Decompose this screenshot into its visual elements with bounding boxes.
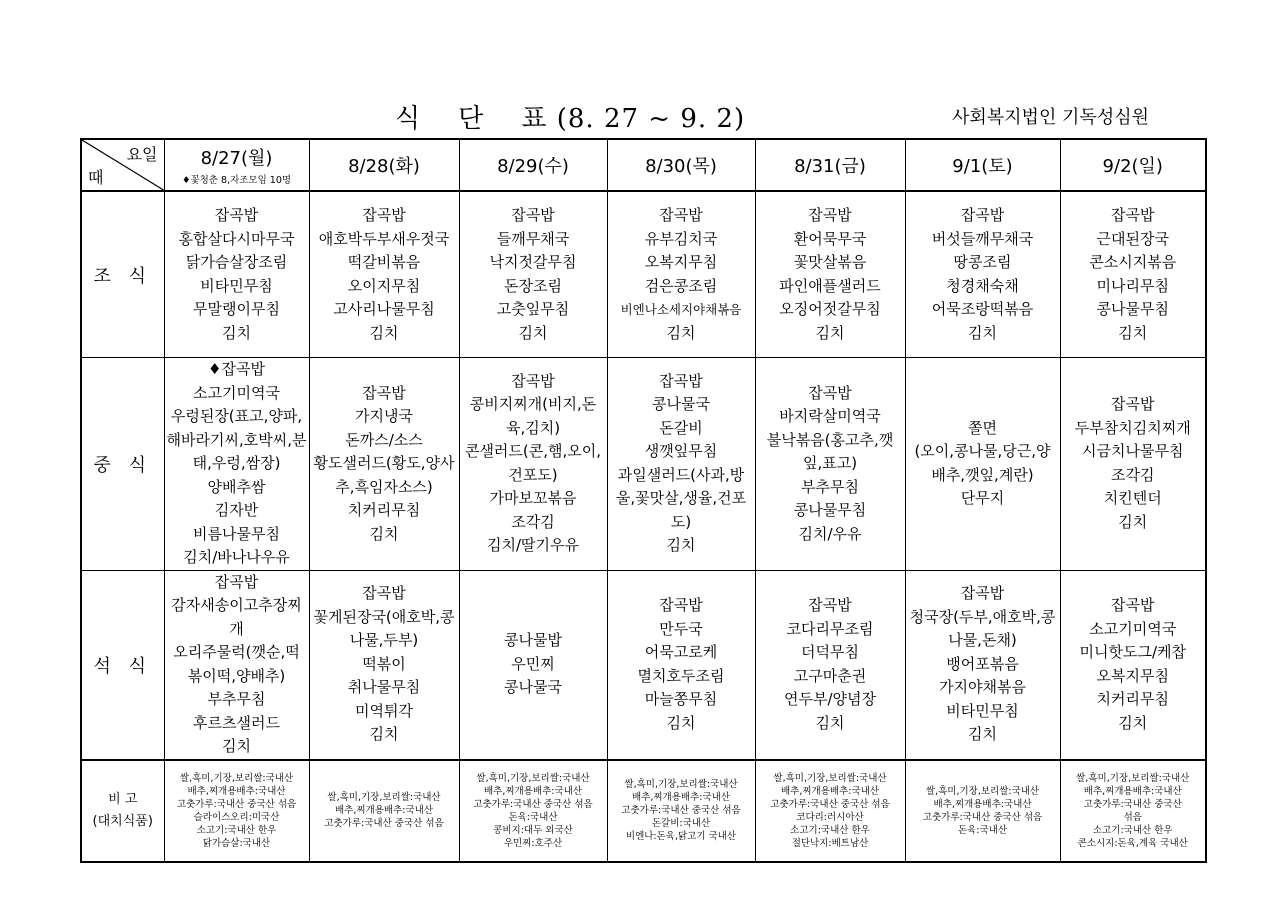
meal-label-note — [81, 760, 164, 862]
menu-item: 김치 — [1118, 512, 1148, 531]
menu-item: 김치 — [666, 536, 696, 555]
lunch-cell-day-1 — [309, 358, 459, 571]
menu-item: 잡곡밥 — [214, 572, 259, 591]
menu-item: 고춧가루:국내산 중국산 섞음 — [770, 798, 890, 810]
breakfast-cell-day-5 — [905, 191, 1060, 358]
menu-item: 치킨텐더 — [1103, 489, 1162, 508]
menu-item: 돈갈비:국내산 — [651, 818, 711, 829]
menu-item: 치커리무침 — [1096, 690, 1169, 708]
day-note: ♦꽃청춘 8,자조모임 10명 — [181, 175, 292, 186]
menu-item: 김치/딸기우유 — [487, 536, 579, 555]
menu-item: 소고기미역국 — [193, 383, 280, 402]
menu-item: 미니핫도그/케찹 — [1079, 643, 1186, 661]
menu-item: 불낙볶음(홍고추,깻잎,표고) — [766, 430, 894, 472]
menu-item: 만두국 — [659, 619, 703, 638]
day-label: 9/2(일) — [1102, 156, 1163, 177]
menu-item: 비엔나:돈육,닭고기 국내산 — [625, 831, 737, 842]
breakfast-cell-day-0 — [164, 191, 309, 358]
menu-item: 떡볶이 — [362, 654, 406, 673]
menu-item: 김치 — [1118, 323, 1148, 342]
menu-item: 꽃맛살볶음 — [793, 253, 867, 271]
menu-item: 연두부/양념장 — [784, 690, 876, 708]
dinner-row — [81, 570, 1206, 760]
menu-item: ♦잡곡밥 — [208, 360, 265, 378]
menu-item: 쌀,흑미,기장,보리쌀:국내산 — [327, 792, 441, 803]
menu-item: (오이,콩나물,당근,양배추,깻잎,계란) — [914, 442, 1051, 484]
menu-item: 가마보꼬볶음 — [489, 489, 577, 508]
menu-item: 두부참치김치찌개 — [1074, 418, 1191, 437]
menu-table — [80, 138, 1207, 863]
breakfast-row — [81, 191, 1206, 358]
lunch-cell-day-3 — [607, 358, 755, 571]
menu-item: 김치 — [968, 725, 997, 744]
menu-item: 어묵조랑떡볶음 — [931, 300, 1034, 318]
menu-item: 떡갈비볶음 — [347, 253, 421, 271]
menu-item: 쌀,흑미,기장,보리쌀:국내산 — [773, 772, 887, 784]
menu-item: 콩비지:대두 외국산 — [493, 824, 573, 836]
note-cell-day-4 — [755, 760, 905, 862]
menu-item: 김치 — [1118, 713, 1148, 732]
breakfast-cell-day-2 — [459, 191, 607, 358]
menu-item: 잡곡밥 — [362, 383, 406, 402]
menu-item: 단무지 — [960, 489, 1005, 508]
menu-item: 잡곡밥 — [808, 596, 852, 614]
menu-item: 비타민무침 — [200, 276, 273, 295]
menu-item: 잡곡밥 — [808, 206, 852, 224]
menu-item: 비름나물무침 — [193, 524, 280, 543]
menu-item: 비타민무침 — [946, 701, 1019, 720]
menu-item: 유부김치국 — [644, 229, 718, 248]
menu-item: 잡곡밥 — [659, 596, 703, 614]
menu-item: 잡곡밥 — [659, 206, 703, 224]
menu-item: 근대된장국 — [1096, 229, 1169, 248]
menu-item: 배추,찌개용배추:국내산 — [933, 798, 1032, 810]
menu-item: 돈갈비 — [659, 418, 703, 437]
menu-item: 돈육:국내산 — [957, 824, 1008, 836]
menu-item: 황도샐러드(황도,양사추,흑임자소스) — [313, 454, 455, 496]
note-sublabel: (대치식품) — [92, 813, 153, 829]
lunch-cell-day-6 — [1060, 358, 1206, 571]
menu-item: 양배추쌈 — [207, 477, 266, 496]
lunch-cell-day-4 — [755, 358, 905, 571]
day-label: 9/1(토) — [952, 156, 1013, 177]
menu-item: 김치/바나나우유 — [183, 548, 290, 566]
menu-item: 고사리나물무침 — [333, 300, 435, 318]
lunch-cell-day-0 — [164, 358, 309, 571]
menu-item: 우민찌 — [511, 654, 555, 673]
menu-item: 과일샐러드(사과,방울,꽃맛살,생율,건포도) — [615, 465, 747, 531]
menu-item: 잡곡밥 — [511, 371, 555, 390]
menu-item: 감자새송이고추장찌개 — [171, 596, 302, 638]
dinner-cell-day-0 — [164, 570, 309, 760]
meal-label-breakfast: 조 식 — [81, 191, 164, 358]
menu-item: 배추,찌개용배추:국내산 — [335, 805, 433, 816]
dinner-cell-day-3 — [607, 570, 755, 760]
menu-item: 고춧가루:국내산 중국산 섞음 — [473, 798, 593, 810]
note-cell-day-6 — [1060, 760, 1206, 862]
menu-item: 고춧가루:국내산 중국산 섞음 — [922, 811, 1043, 823]
menu-item: 콩나물밥 — [504, 631, 562, 650]
menu-item: 콩비지찌개(비지,돈육,김치) — [469, 395, 597, 437]
menu-item: 미나리무침 — [1096, 276, 1169, 295]
menu-item: 쌀,흑미,기장,보리쌀:국내산 — [925, 785, 1040, 797]
menu-item: 콘샐러드(콘,햄,오이,건포도) — [464, 442, 602, 484]
menu-item: 코다리무조림 — [786, 619, 874, 638]
menu-item: 가지냉국 — [355, 407, 413, 425]
menu-item: 마늘쫑무침 — [644, 690, 718, 708]
menu-item: 콘소시지볶음 — [1089, 253, 1177, 271]
day-header-0 — [164, 139, 309, 191]
corner-cell — [81, 139, 164, 191]
menu-item: 콩나물국 — [504, 678, 562, 697]
menu-item: 더덕무침 — [801, 643, 859, 661]
menu-item: 고춧가루:국내산 중국산 섞음 — [324, 818, 444, 829]
menu-item: 잡곡밥 — [1111, 596, 1155, 614]
menu-item: 오이지무침 — [347, 276, 421, 295]
day-label: 8/29(수) — [497, 156, 569, 177]
menu-item: 오리주물럭(깻순,떡볶이떡,양배추) — [173, 643, 300, 685]
menu-item: 파인애플샐러드 — [779, 276, 881, 295]
menu-item: 김치 — [369, 524, 399, 543]
menu-item: 콘소시지:돈육,계육 국내산 — [1077, 837, 1188, 849]
note-label: 비 고 — [108, 791, 138, 807]
dinner-cell-day-6 — [1060, 570, 1206, 760]
menu-item: 잡곡밥 — [362, 206, 406, 224]
dinner-cell-day-1 — [309, 570, 459, 760]
menu-item: 소고기:국내산 한우 — [196, 824, 277, 836]
menu-item: 무말랭이무침 — [193, 300, 280, 318]
menu-item: 김치 — [666, 323, 696, 342]
menu-item: 잡곡밥 — [808, 383, 852, 402]
menu-item: 오복지무침 — [644, 253, 718, 271]
menu-item: 김치 — [815, 713, 845, 732]
menu-item: 절단낙지:베트남산 — [791, 837, 869, 849]
menu-item: 쫄면 — [968, 418, 997, 437]
dinner-cell-day-4 — [755, 570, 905, 760]
menu-item: 김치 — [815, 323, 845, 342]
menu-item: 검은콩조림 — [644, 276, 718, 295]
menu-item: 잡곡밥 — [214, 206, 259, 224]
menu-item: 김치 — [369, 725, 399, 744]
menu-item: 김치 — [666, 713, 696, 732]
menu-item: 김자반 — [214, 501, 259, 519]
organization-name: 사회복지법인 기독성심원 — [952, 107, 1149, 128]
breakfast-cell-day-1 — [309, 191, 459, 358]
menu-item: 잡곡밥 — [960, 206, 1005, 224]
breakfast-cell-day-3 — [607, 191, 755, 358]
menu-item: 홍합살다시마무국 — [178, 229, 295, 248]
menu-item: 시금치나물무침 — [1082, 442, 1184, 461]
menu-item: 김치 — [968, 323, 997, 342]
note-cell-day-1 — [309, 760, 459, 862]
meal-label-lunch: 중 식 — [81, 358, 164, 571]
menu-item: 고춧가루:국내산 중국산 — [1083, 798, 1182, 810]
menu-item: 콩나물무침 — [1096, 300, 1169, 318]
menu-item: 김치 — [222, 323, 251, 342]
day-label: 8/28(화) — [348, 156, 420, 177]
menu-item: 슬라이스오리:미국산 — [193, 811, 280, 823]
dinner-cell-day-2 — [459, 570, 607, 760]
menu-item: 뱅어포볶음 — [946, 654, 1019, 673]
menu-item: 치커리무침 — [347, 501, 421, 519]
menu-item: 고춧잎무침 — [496, 300, 570, 318]
note-cell-day-5 — [905, 760, 1060, 862]
note-row — [81, 760, 1206, 862]
menu-item: 잡곡밥 — [362, 584, 406, 603]
menu-item: 소고기:국내산 한우 — [1092, 824, 1173, 836]
menu-item: 김치 — [222, 737, 251, 755]
menu-item: 오징어젓갈무침 — [779, 300, 881, 318]
menu-item: 애호박두부새우젓국 — [318, 229, 450, 248]
menu-item: 닭가슴살장조림 — [185, 253, 288, 271]
menu-item: 조각김 — [1111, 465, 1155, 484]
menu-item: 배추,찌개용배추:국내산 — [781, 785, 879, 797]
lunch-cell-day-2 — [459, 358, 607, 571]
day-header-6 — [1060, 139, 1206, 191]
menu-item: 배추,찌개용배추:국내산 — [484, 785, 582, 797]
menu-item: 배추,찌개용배추:국내산 — [1083, 785, 1182, 797]
menu-item: 청경채숙채 — [946, 276, 1019, 295]
menu-item: 우렁된장(표고,양파,해바라기씨,호박씨,분태,우렁,쌈장) — [166, 407, 307, 472]
menu-item: 낙지젓갈무침 — [489, 253, 577, 271]
menu-item: 소고기미역국 — [1089, 619, 1177, 638]
menu-item: 생깻잎무침 — [644, 442, 718, 461]
menu-item: 부추무침 — [801, 477, 859, 496]
menu-item: 고춧가루:국내산 중국산 섞음 — [176, 798, 297, 810]
lunch-cell-day-5 — [905, 358, 1060, 571]
menu-item: 섞음 — [1123, 811, 1142, 823]
menu-item: 들깨무채국 — [496, 229, 570, 248]
menu-item: 멸치호두조림 — [637, 666, 725, 685]
menu-item: 배추,찌개용배추:국내산 — [632, 792, 730, 803]
menu-item: 취나물무침 — [347, 678, 421, 697]
menu-item: 돈장조림 — [504, 276, 562, 295]
day-header-3 — [607, 139, 755, 191]
note-cell-day-0 — [164, 760, 309, 862]
menu-item: 배추,찌개용배추:국내산 — [187, 785, 286, 797]
menu-item: 잡곡밥 — [659, 371, 703, 390]
menu-item: 코다리:러시아산 — [796, 811, 864, 823]
menu-item: 가지야채볶음 — [939, 678, 1026, 697]
day-label: 8/27(월) — [200, 148, 273, 169]
menu-item: 부추무침 — [207, 690, 266, 708]
day-header-1 — [309, 139, 459, 191]
menu-item: 콩나물국 — [652, 395, 710, 414]
menu-item: 땅콩조림 — [953, 253, 1012, 271]
dinner-cell-day-5 — [905, 570, 1060, 760]
header-row — [81, 139, 1206, 191]
menu-item: 김치 — [369, 323, 399, 342]
day-header-4 — [755, 139, 905, 191]
menu-item: 쌀,흑미,기장,보리쌀:국내산 — [179, 772, 294, 784]
menu-item: 바지락살미역국 — [779, 407, 881, 425]
menu-item: 오복지무침 — [1096, 666, 1169, 685]
breakfast-cell-day-4 — [755, 191, 905, 358]
menu-item: 콩나물무침 — [793, 501, 867, 519]
corner-day-label: 요일 — [126, 145, 158, 164]
menu-item: 김치 — [518, 323, 548, 342]
menu-item: 잡곡밥 — [960, 584, 1005, 603]
menu-item: 고춧가루:국내산 중국산 섞음 — [621, 805, 741, 816]
breakfast-cell-day-6 — [1060, 191, 1206, 358]
day-header-5 — [905, 139, 1060, 191]
menu-item: 잡곡밥 — [511, 206, 555, 224]
menu-item: 소고기:국내산 한우 — [790, 824, 870, 836]
menu-item: 후르츠샐러드 — [193, 713, 280, 732]
menu-item: 고구마춘권 — [793, 666, 867, 685]
menu-item: 꽃게된장국(애호박,콩나물,두부) — [313, 607, 455, 650]
day-label: 8/30(목) — [645, 156, 717, 177]
menu-item: 김치/우유 — [798, 524, 862, 543]
menu-item: 잡곡밥 — [1111, 206, 1155, 224]
note-cell-day-3 — [607, 760, 755, 862]
day-label: 8/31(금) — [794, 156, 866, 177]
menu-item: 비엔나소세지야채볶음 — [620, 302, 742, 317]
lunch-row — [81, 358, 1206, 571]
menu-item: 미역튀각 — [355, 701, 413, 720]
day-header-2 — [459, 139, 607, 191]
menu-item: 쌀,흑미,기장,보리쌀:국내산 — [624, 779, 738, 790]
menu-item: 조각김 — [511, 512, 555, 531]
menu-item: 어묵고로케 — [644, 643, 718, 661]
menu-item: 닭가슴살:국내산 — [202, 837, 271, 849]
menu-item: 버섯들깨무채국 — [931, 229, 1034, 248]
corner-meal-label: 때 — [88, 168, 104, 187]
note-cell-day-2 — [459, 760, 607, 862]
menu-item: 돈까스/소스 — [345, 430, 423, 449]
menu-item: 청국장(두부,애호박,콩나물,돈채) — [909, 607, 1056, 650]
menu-item: 잡곡밥 — [1111, 395, 1155, 414]
menu-item: 환어묵무국 — [793, 229, 867, 248]
menu-item: 쌀,흑미,기장,보리쌀:국내산 — [1076, 772, 1190, 784]
menu-item: 쌀,흑미,기장,보리쌀:국내산 — [476, 772, 590, 784]
page-title: 식 단 표 (8. 27 ~ 9. 2) — [395, 104, 746, 134]
meal-label-dinner: 석 식 — [81, 570, 164, 760]
menu-item: 돈육:국내산 — [508, 811, 558, 823]
menu-item: 우민찌:호주산 — [503, 837, 563, 849]
